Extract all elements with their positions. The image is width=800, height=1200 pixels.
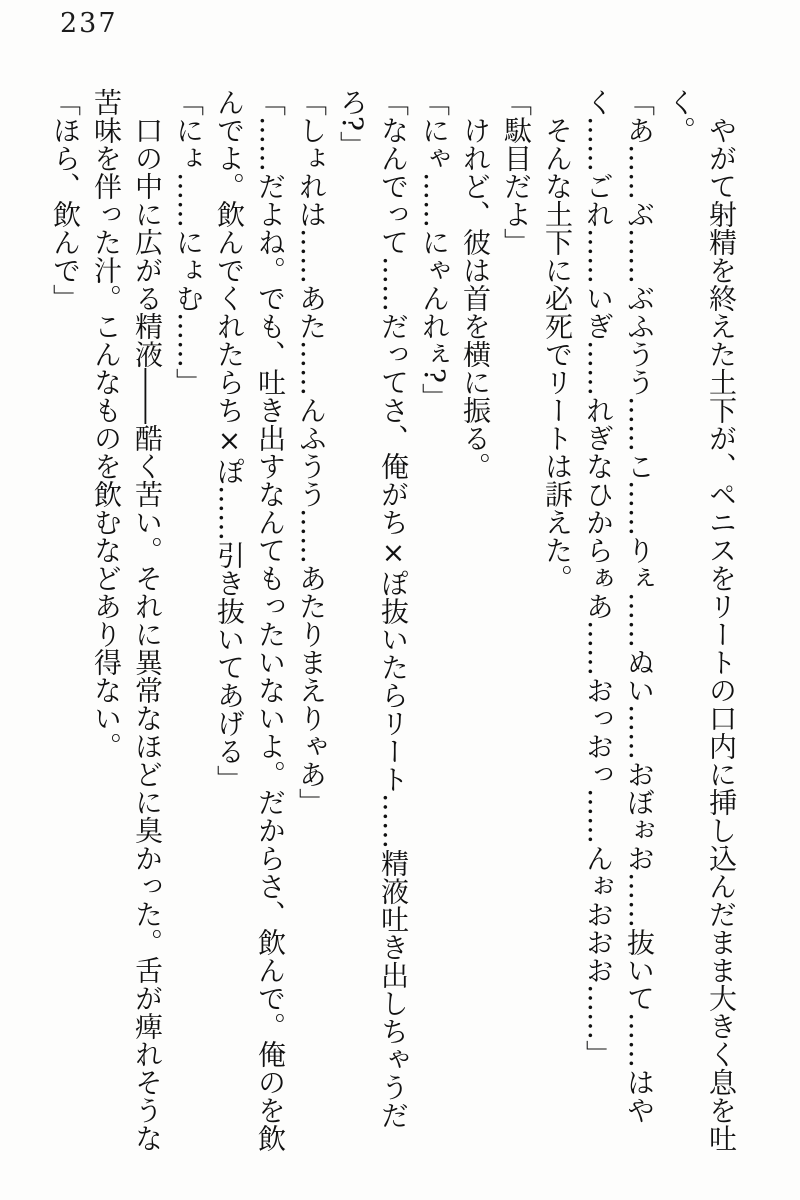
narrative-paragraph: やがて射精を終えた土下が、ペニスをリートの口内に挿し込んだまま大きく息を吐く。 — [664, 88, 738, 1152]
page-number: 237 — [60, 8, 118, 39]
dialogue-line: 「にゃ……にゃんれぇ?」 — [418, 88, 451, 412]
vertical-text-body — [45, 88, 742, 1152]
narrative-paragraph: けれど、彼は首を横に振る。 — [459, 116, 492, 480]
narrative-paragraph: そんな土下に必死でリートは訴えた。 — [541, 116, 574, 592]
dialogue-line: 「なんでって……だってさ、俺がち×ぽ抜いたらリート……精液吐き出しちゃうだろ?」 — [336, 88, 410, 1129]
dialogue-line: 「……だよね。でも、吐き出すなんてもったいないよ。だからさ、飲んで。俺のを飲んでよ。飲んでくれたらち×ぽ……引き抜いてあげる」 — [213, 88, 287, 1152]
dialogue-line: 「しょれは……あた……んふうう……あたりまえりゃあ」 — [295, 88, 328, 816]
dialogue-line: 「にょ……にょむ……」 — [172, 88, 205, 396]
dialogue-line: 「あ……ぶ……ぶふうう……こ……りぇ……ぬい……おぼぉお……抜いて……はやく……ごれ……いぎ……れぎなひからぁあ……おっおっ……んぉおおお……」 — [582, 88, 656, 1124]
dialogue-line: 「ほら、飲んで」 — [49, 88, 82, 312]
dialogue-line: 「駄目だよ」 — [500, 88, 533, 256]
narrative-paragraph: 口の中に広がる精液――酷く苦い。それに異常なほどに臭かった。舌が痺れそうな苦味を伴った汁。こんなものを飲むなどあり得ない。 — [90, 88, 164, 1152]
